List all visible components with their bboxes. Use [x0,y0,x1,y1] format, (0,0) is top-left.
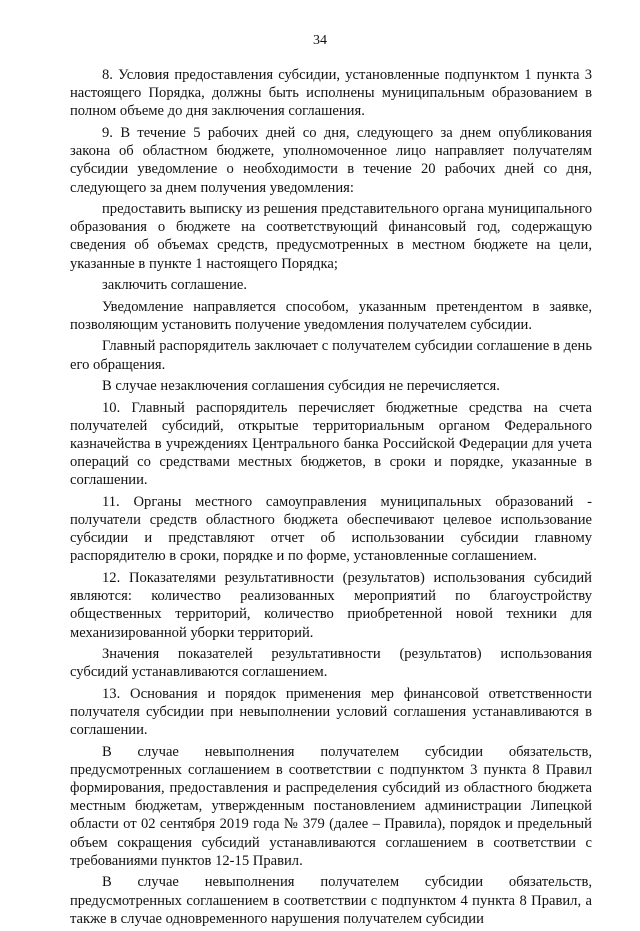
paragraph: В случае незаключения соглашения субсидия не перечисляется. [102,378,500,395]
paragraph: Уведомление направляется способом, указанным претендентом в заявке, позволяющим установить получение уведомления получателем субсидии. [70,298,592,333]
paragraph: 12. Показателями результативности (результатов) использования субсидий являются: количество реализованных мероприятий по благоустройству общественных территорий, количество приобретенной новой техники для механизированной уборки территорий. [70,569,592,641]
page-number: 34 [313,33,327,48]
paragraph: 10. Главный распорядитель перечисляет бюджетные средства на счета получателей субсидий, открытые территориальным органом Федерального казначейства в учреждениях Центрального банка Российской Федерации для учета операций со средствами местных бюджетов, в сроки и порядке, указанные в соглашении. [70,399,592,489]
paragraph: предоставить выписку из решения представительного органа муниципального образования о бюджете на соответствующий финансовый год, содержащую сведения об объемах средств, предусмотренных в местном бюджете на цели, указанные в пункте 1 настоящего Порядка; [70,201,592,272]
paragraph: 11. Органы местного самоуправления муниципальных образований - получатели средств областного бюджета обеспечивают целевое использование субсидии и представляют отчет об использовании субсидии главному распорядителю в сроки, порядке и по форме, установленные соглашением. [70,493,592,565]
body-text [70,66,592,931]
paragraph: заключить соглашение. [102,277,248,294]
paragraph: Главный распорядитель заключает с получателем субсидии соглашение в день его обращения. [70,338,592,373]
paragraph: В случае невыполнения получателем субсидии обязательств, предусмотренных соглашением в соответствии с подпунктом 3 пункта 8 Правил формирования, предоставления и распределения субсидий из областного бюджета местным бюджетам, утвержденным постановлением администрации Липецкой области от 02 сентября 2019 года № 379 (далее – Правила), порядок и предельный объем сокращения субсидий устанавливаются соглашением в соответствии с требованиями пунктов 12-15 Правил. [70,743,592,869]
paragraph: 8. Условия предоставления субсидии, установленные подпунктом 1 пункта 3 настоящего Порядка, должны быть исполнены муниципальным образованием в полном объеме до дня заключения соглашения. [70,67,592,120]
paragraph: 9. В течение 5 рабочих дней со дня, следующего за днем опубликования закона об областном бюджете, уполномоченное лицо направляет получателям субсидии уведомление о необходимости в течение 20 рабочих дней со дня, следующего за днем получения уведомления: [70,124,592,196]
paragraph: В случае невыполнения получателем субсидии обязательств, предусмотренных соглашением в соответствии с подпунктом 4 пункта 8 Правил, а также в случае одновременного нарушения получателем субсидии [70,874,592,927]
paragraph: Значения показателей результативности (результатов) использования субсидий устанавливаются соглашением. [70,646,592,681]
paragraph: 13. Основания и порядок применения мер финансовой ответственности получателя субсидии при невыполнении условий соглашения устанавливаются в соглашении. [70,685,592,739]
